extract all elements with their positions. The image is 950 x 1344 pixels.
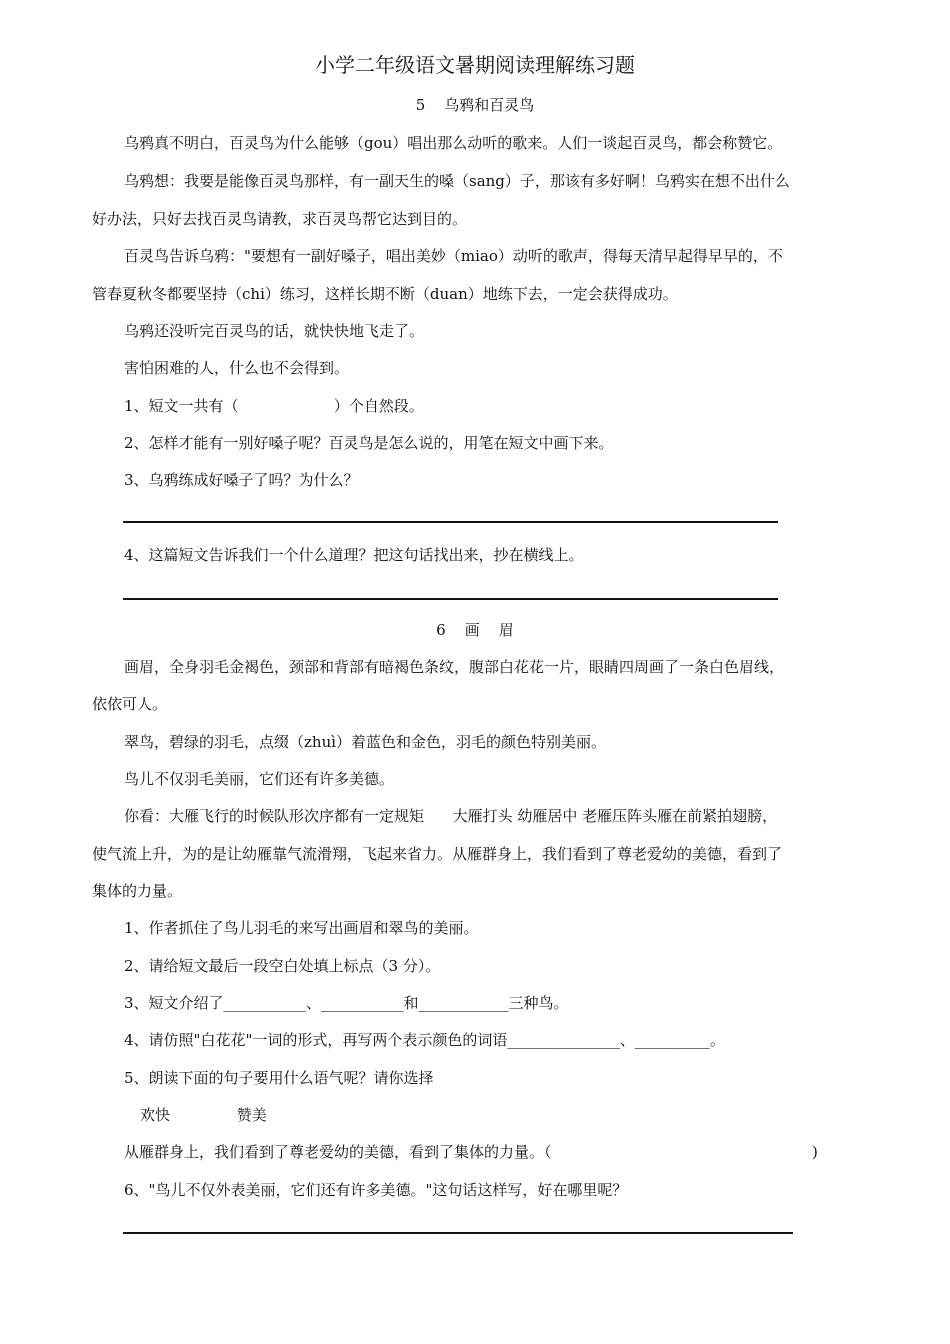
passage-6-question-3: 3、短文介绍了___________、___________和____________三种鸟。 bbox=[124, 994, 569, 1012]
answer-line bbox=[123, 1232, 793, 1234]
passage-6-line: 你看：大雁飞行的时候队形次序都有一定规矩 大雁打头 幼雁居中 老雁压阵头雁在前紧拍翅膀， bbox=[124, 807, 778, 825]
passage-5-question-3: 3、乌鸦练成好嗓子了吗？为什么？ bbox=[124, 471, 359, 489]
passage-6-question-1: 1、作者抓住了鸟儿羽毛的来写出画眉和翠鸟的美丽。 bbox=[124, 919, 479, 937]
answer-line bbox=[123, 598, 778, 600]
passage-5-question-2: 2、怎样才能有一别好嗓子呢？百灵鸟是怎么说的，用笔在短文中画下来。 bbox=[124, 434, 614, 452]
passage-6-question-2: 2、请给短文最后一段空白处填上标点（3 分）。 bbox=[124, 957, 441, 975]
passage-6-line: 集体的力量。 bbox=[92, 882, 183, 900]
passage-6-question-5: 5、朗读下面的句子要用什么语气呢？请你选择 bbox=[124, 1069, 434, 1087]
passage-6-question-4: 4、请仿照"白花花"一词的形式，再写两个表示颜色的词语_______________、__________。 bbox=[124, 1031, 725, 1049]
tone-sentence: 从雁群身上，我们看到了尊老爱幼的美德，看到了集体的力量。（ bbox=[124, 1143, 552, 1161]
passage-5-line: 乌鸦还没听完百灵鸟的话，就快快地飞走了。 bbox=[124, 322, 425, 340]
passage-6-line: 使气流上升，为的是让幼雁靠气流滑翔，飞起来省力。从雁群身上，我们看到了尊老爱幼的美德，看到了 bbox=[92, 845, 783, 863]
passage-6-line: 画眉，全身羽毛金褐色，颈部和背部有暗褐色条纹，腹部白花花一片，眼睛四周画了一条白色眉线， bbox=[124, 658, 785, 676]
passage-6-question-6: 6、"鸟儿不仅外表美丽，它们还有许多美德。"这句话这样写，好在哪里呢？ bbox=[124, 1181, 628, 1199]
passage-5-line: 好办法，只好去找百灵鸟请教，求百灵鸟帮它达到目的。 bbox=[92, 210, 468, 228]
passage-5-line: 乌鸦想：我要是能像百灵鸟那样，有一副天生的嗓（sang）子，那该有多好啊！乌鸦实在想不出什么 bbox=[124, 172, 790, 190]
page-title: 小学二年级语文暑期阅读理解练习题 bbox=[315, 53, 635, 77]
passage-5-question-1: 1、短文一共有（ ）个自然段。 bbox=[124, 397, 424, 415]
passage-5-line: 乌鸦真不明白，百灵鸟为什么能够（gou）唱出那么动听的歌来。人们一谈起百灵鸟，都会称赞它。 bbox=[124, 134, 783, 152]
passage-6-line: 依依可人。 bbox=[92, 695, 168, 713]
passage-6-line: 翠鸟，碧绿的羽毛，点缀（zhuì）着蓝色和金色，羽毛的颜色特别美丽。 bbox=[124, 733, 607, 751]
passage-6-heading: 6 画 眉 bbox=[436, 621, 514, 639]
passage-5-line: 害怕困难的人，什么也不会得到。 bbox=[124, 359, 350, 377]
passage-5-line: 管春夏秋冬都要坚持（chi）练习，这样长期不断（duan）地练下去，一定会获得成功。 bbox=[92, 285, 678, 303]
passage-5-line: 百灵鸟告诉乌鸦："要想有一副好嗓子，唱出美妙（miao）动听的歌声，得每天清早起得早早的，不 bbox=[124, 247, 783, 265]
passage-6-line: 鸟儿不仅羽毛美丽，它们还有许多美德。 bbox=[124, 770, 395, 788]
passage-5-question-4: 4、这篇短文告诉我们一个什么道理？把这句话找出来，抄在横线上。 bbox=[124, 546, 584, 564]
passage-5-heading: 5 乌鸦和百灵鸟 bbox=[415, 96, 535, 114]
answer-line bbox=[123, 521, 778, 523]
tone-answer-close-paren: ) bbox=[812, 1143, 818, 1161]
tone-options: 欢快 赞美 bbox=[140, 1106, 267, 1124]
